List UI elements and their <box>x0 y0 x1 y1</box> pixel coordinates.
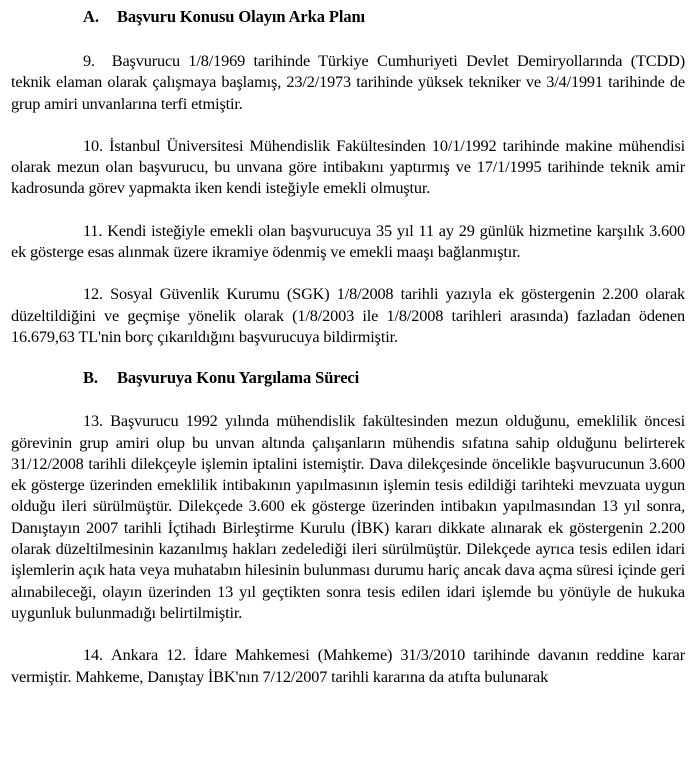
paragraph-number: 11. <box>83 220 103 240</box>
paragraph-number: 9. <box>83 51 95 70</box>
section-label: A. <box>83 7 99 26</box>
paragraph-9 <box>11 50 685 114</box>
paragraph-text: Başvurucu 1992 yılında mühendislik fakültesinden mezun olduğunu, emeklilik öncesi görevinin grup amiri olup bu unvan altında çalışanların mühendis sıfatına sahip olduğunu belirterek 31/12/2008 tarihli dilekçeyle işlemin iptalini istemiştir. Dava dilekçesinde öncelikle başvurucunun 3.600 ek gösterge üzerinden emeklilik intibakının yapılmasının işlemin tesis edildiği tarihteki mevzuata uygun olduğu ileri sürülmüştür. Dilekçede 3.600 ek gösterge üzerinden intibakın yapılmasından 13 yıl sonra, Danıştayın 2007 tarihli İçtihadı Birleştirme Kurulu (İBK) kararı dikkate alınarak ek göstergenin 2.200 olarak düzeltilmesinin kazanılmış hakları zedelediği ileri sürülmüştür. Dilekçede ayrıca tesis edilen idari işlemlerin açık hata veya muhatabın hilesinin bulunması durumu hariç ancak dava açma süresi içinde geri alınabileceği, olayın üzerinden 13 yıl geçtikten sonra tesis edilen idari işlemde bu yönüyle de hukuka uygunluk bulunmadığı belirtilmiştir. <box>11 411 685 622</box>
paragraph-number: 10. <box>83 135 103 155</box>
paragraph-text: Başvurucu 1/8/1969 tarihinde Türkiye Cumhuriyeti Devlet Demiryollarında (TCDD) teknik elaman olarak çalışmaya başlamış, 23/2/1973 tarihinde yüksek tekniker ve 3/4/1991 tarihinde de grup amiri unvanlarına terfi etmiştir. <box>11 51 685 113</box>
paragraph-text: Kendi isteğiyle emekli olan başvurucuya 35 yıl 11 ay 29 günlük hizmetine karşılık 3.600 ek gösterge esas alınmak üzere ikramiye ödenmiş ve emekli maaşı bağlanmıştır. <box>11 220 686 262</box>
paragraph-number: 13. <box>83 411 103 431</box>
section-title: Başvuru Konusu Olayın Arka Planı <box>117 7 366 26</box>
paragraph-number: 12. <box>83 284 103 304</box>
paragraph-number: 14. <box>83 645 103 665</box>
section-a <box>11 0 685 347</box>
section-b <box>11 347 685 687</box>
paragraph-text: Ankara 12. İdare Mahkemesi (Mahkeme) 31/3/2010 tarihinde davanın reddine karar vermiştir. Mahkeme, Danıştay İBK'nın 7/12/2007 tarihli kararına da atıfta bulunarak <box>11 645 685 686</box>
paragraph-12 <box>11 283 685 347</box>
paragraph-text: İstanbul Üniversitesi Mühendislik Fakültesinden 10/1/1992 tarihinde makine mühendisi olarak mezun olan başvurucu, bu unvana göre intibakını yaptırmış ve 17/1/1995 tarihinde teknik amir kadrosunda görev yapmakta iken kendi isteğiyle emekli olmuştur. <box>11 135 685 198</box>
section-title: Başvuruya Konu Yargılama Süreci <box>117 368 360 388</box>
section-label: B. <box>83 368 98 388</box>
paragraph-13 <box>11 410 685 623</box>
paragraph-11 <box>11 220 685 263</box>
paragraph-text: Sosyal Güvenlik Kurumu (SGK) 1/8/2008 tarihli yazıyla ek göstergenin 2.200 olarak düzeltildiğini ve geçmişe yönelik olarak (1/8/2003 ile 1/8/2008 tarihleri arasında) fazladan ödenen 16.679,63 TL'nin borç çıkarıldığını başvurucuya bildirmiştir. <box>11 284 686 346</box>
section-heading <box>11 7 685 27</box>
paragraph-10 <box>11 135 685 199</box>
paragraph-14 <box>11 644 685 687</box>
section-heading <box>11 368 685 388</box>
